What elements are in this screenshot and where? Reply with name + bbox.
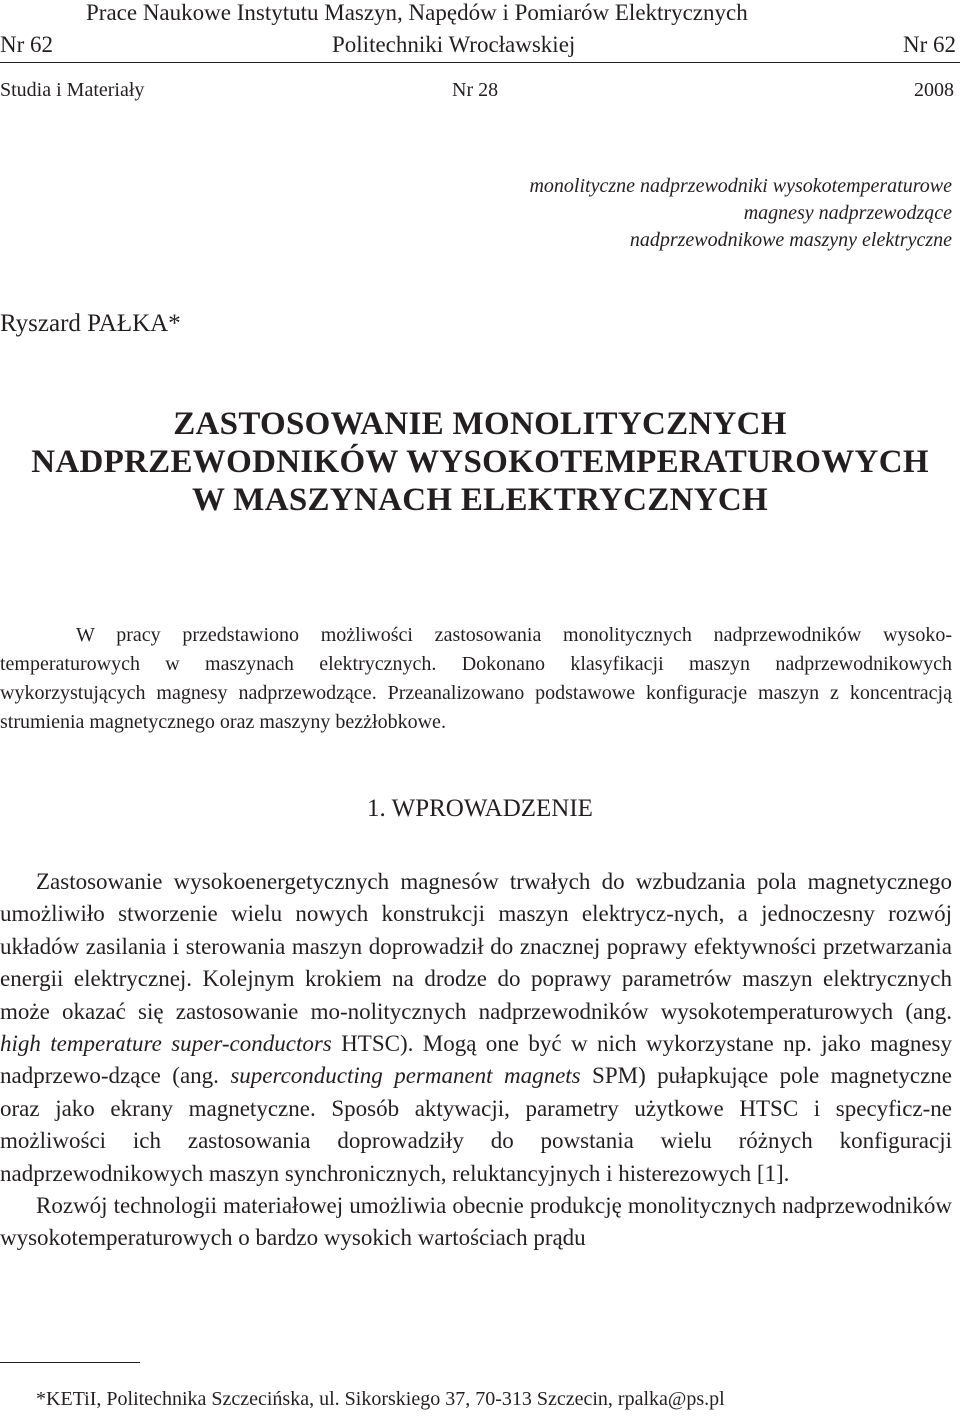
keyword-1: monolityczne nadprzewodniki wysokotemperaturowe — [529, 175, 952, 197]
keyword-2: magnesy nadprzewodzące — [743, 202, 952, 224]
title-line-2: NADPRZEWODNIKÓW WYSOKOTEMPERATUROWYCH — [31, 444, 929, 480]
section-heading: 1. WPROWADZENIE — [367, 795, 593, 822]
university-name: Politechniki Wrocławskiej — [332, 32, 576, 57]
title-line-3: W MASZYNACH ELEKTRYCZNYCH — [192, 482, 768, 518]
footnote-rule — [0, 1362, 140, 1363]
issue-number-left: Nr 62 — [0, 32, 54, 57]
series-name: Studia i Materiały — [0, 79, 145, 101]
publication-year: 2008 — [914, 79, 954, 101]
header-rule — [0, 62, 960, 63]
title-line-1: ZASTOSOWANIE MONOLITYCZNYCH — [173, 406, 787, 442]
author-name: Ryszard PAŁKA* — [0, 310, 181, 337]
abstract-text: W pracy przedstawiono możliwości zastosowania monolitycznych nadprzewodników wysoko-temperaturowych w maszynach elektrycznych. Dokonano klasyfikacji maszyn nadprzewodnikowych wykorzystujących magnesy nadprzewodzące. Przeanalizowano podstawowe konfiguracje maszyn z koncentracją strumienia magnetycznego oraz maszyny bezżłobkowe. — [0, 624, 952, 733]
paper-title — [0, 405, 960, 519]
keyword-3: nadprzewodnikowe maszyny elektryczne — [629, 229, 952, 251]
institute-name: Prace Naukowe Instytutu Maszyn, Napędów i Pomiarów Elektrycznych — [86, 0, 748, 25]
series-number: Nr 28 — [452, 79, 499, 101]
issue-number-right: Nr 62 — [902, 32, 956, 57]
paragraph-2: Rozwój technologii materiałowej umożliwia obecnie produkcję monolitycznych nadprzewodników wysokotemperaturowych o bardzo wysokich wartościach prądu — [0, 1193, 952, 1251]
body-text — [0, 866, 952, 1255]
footnote: *KETiI, Politechnika Szczecińska, ul. Sikorskiego 37, 70-313 Szczecin, rpalka@ps.pl — [36, 1388, 725, 1410]
paragraph-1: Zastosowanie wysokoenergetycznych magnesów trwałych do wzbudzania pola magnetycznego umożliwiło stworzenie wielu nowych konstrukcji maszyn elektrycz-nych, a jednoczesny rozwój układów zasilania i sterowania maszyn doprowadził do znacznej poprawy efektywności przetwarzania energii elektrycznej. Kolejnym krokiem na drodze do poprawy parametrów maszyn elektrycznych może okazać się zastosowanie mo-nolitycznych nadprzewodników wysokotemperaturowych (ang. high temperature super-conductors HTSC). Mogą one być w nich wykorzystane np. jako magnesy nadprzewo-dzące (ang. superconducting permanent magnets SPM) pułapkujące pole magnetyczne oraz jako ekrany magnetyczne. Sposób aktywacji, parametry użytkowe HTSC i specyficz-ne możliwości ich zastosowania doprowadziły do powstania wielu różnych konfiguracji nadprzewodnikowych maszyn synchronicznych, reluktancyjnych i histerezowych [1]. — [0, 869, 952, 1186]
term-spm-english: superconducting permanent magnets — [230, 1063, 581, 1089]
abstract — [0, 621, 952, 737]
term-htsc-english: high temperature super-conductors — [0, 1031, 332, 1057]
